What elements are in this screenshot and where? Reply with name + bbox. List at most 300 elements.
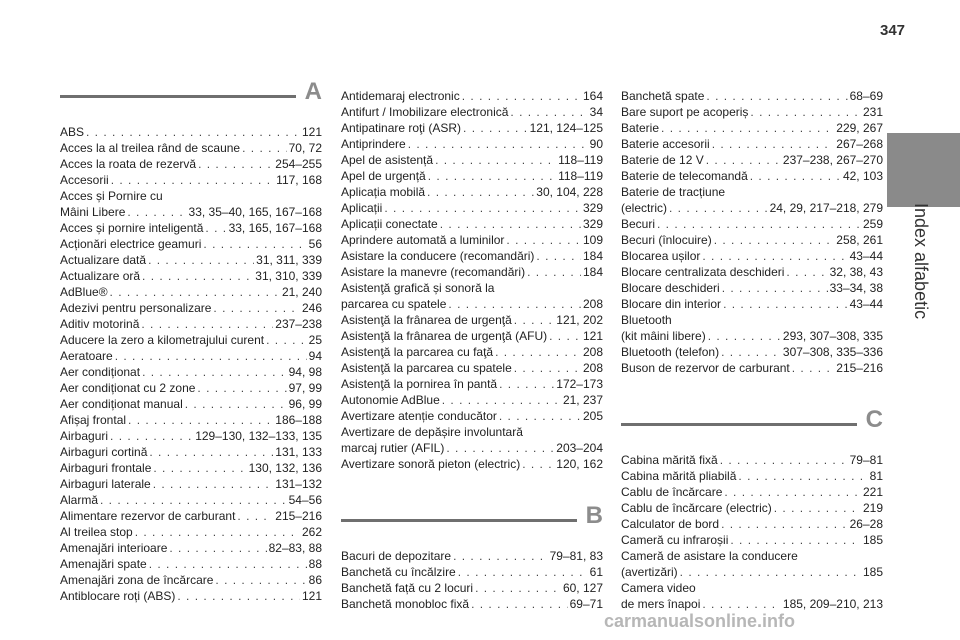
index-column-1 (60, 78, 322, 604)
entry-term: Baterie de tracțiune (621, 185, 726, 199)
entry-pages: 118–119 (558, 153, 603, 167)
index-entry (60, 460, 322, 476)
dot-leader (536, 248, 581, 264)
index-column-3 (621, 88, 883, 612)
index-entry (621, 312, 883, 328)
entry-term: Antidemaraj electronic (341, 89, 460, 103)
dot-leader (706, 152, 781, 168)
index-list-a (60, 124, 322, 604)
watermark: carmanualsonline.info (604, 611, 796, 631)
dot-leader (471, 596, 568, 612)
entry-pages: 121 (301, 589, 322, 603)
index-entry (60, 588, 322, 604)
dot-leader (714, 232, 835, 248)
index-entry (341, 424, 603, 440)
entry-term: Asistenţă la pornirea în pantă (341, 377, 498, 391)
index-entry (341, 456, 603, 472)
entry-term: Apel de urgență (341, 169, 426, 183)
entry-term: Acces și pornire inteligentă (60, 221, 204, 235)
entry-term: Acționări electrice geamuri (60, 237, 202, 251)
index-column-2 (341, 88, 603, 612)
entry-pages: 131–132 (275, 477, 322, 491)
index-entry (60, 524, 322, 540)
entry-pages: 208 (582, 345, 603, 359)
entry-term: Acces la al treilea rând de scaune (60, 141, 241, 155)
index-entry (341, 280, 603, 296)
entry-pages: 21, 240 (281, 285, 322, 299)
entry-pages: 69–71 (569, 597, 603, 611)
dot-leader (463, 120, 528, 136)
entry-term: Amenajări spate (60, 557, 147, 571)
entry-term: Bluetooth (telefon) (621, 345, 720, 359)
dot-leader (384, 200, 581, 216)
entry-pages: 215–216 (275, 509, 322, 523)
entry-pages: 117, 168 (276, 173, 322, 187)
dot-leader (141, 316, 273, 332)
entry-term: Cabina mărită pliabilă (621, 469, 737, 483)
index-entry (341, 264, 603, 280)
index-list-c (621, 452, 883, 612)
dot-leader (427, 184, 534, 200)
dot-leader (148, 252, 254, 268)
entry-term: Blocarea ușilor (621, 249, 701, 263)
index-entry (60, 476, 322, 492)
entry-pages: 121, 124–125 (529, 121, 603, 135)
entry-term: Aer condiționat cu 2 zone (60, 381, 196, 395)
dot-leader (514, 312, 555, 328)
index-entry (341, 408, 603, 424)
entry-term: Baterie de 12 V (621, 153, 704, 167)
entry-term: Bluetooth (621, 313, 672, 327)
entry-pages: 215–216 (836, 361, 883, 375)
dot-leader (198, 156, 273, 172)
dot-leader (722, 280, 828, 296)
entry-pages: 70, 72 (288, 141, 322, 155)
entry-pages: 185 (862, 565, 883, 579)
entry-pages: 184 (582, 265, 603, 279)
entry-term: Apel de asistență (341, 153, 434, 167)
entry-term: parcarea cu spatele (341, 297, 447, 311)
entry-term: Airbaguri cortină (60, 445, 148, 459)
entry-term: Cabina mărită fixă (621, 453, 718, 467)
entry-term: marcaj rutier (AFIL) (341, 441, 445, 455)
entry-pages: 33–34, 38 (829, 281, 883, 295)
dot-leader (100, 492, 287, 508)
entry-term: Baterie accesorii (621, 137, 710, 151)
entry-pages: 121 (301, 125, 322, 139)
entry-pages: 61 (589, 565, 603, 579)
dot-leader (127, 204, 186, 220)
index-entry (621, 296, 883, 312)
index-entry (60, 540, 322, 556)
dot-leader (197, 380, 286, 396)
index-list-b-continued (621, 88, 883, 376)
entry-term: Adezivi pentru personalizare (60, 301, 212, 315)
entry-term: Amenajări interioare (60, 541, 168, 555)
letter-heading-a (60, 78, 322, 122)
entry-pages: 97, 99 (288, 381, 322, 395)
dot-leader (510, 104, 587, 120)
entry-pages: 205 (582, 409, 603, 423)
index-entry (341, 392, 603, 408)
index-entry (341, 548, 603, 564)
index-entry (621, 344, 883, 360)
index-entry (60, 492, 322, 508)
entry-term: (electric) (621, 201, 668, 215)
entry-pages: 129–130, 132–133, 135 (195, 429, 322, 443)
index-entry (621, 280, 883, 296)
dot-leader (110, 284, 280, 300)
dot-leader (721, 344, 781, 360)
entry-term: ABS (60, 125, 85, 139)
index-entry (341, 104, 603, 120)
entry-pages: 246 (301, 301, 322, 315)
index-list-a-continued (341, 88, 603, 472)
dot-leader (499, 408, 581, 424)
dot-leader (442, 392, 561, 408)
dot-leader (266, 332, 307, 348)
entry-pages: 81 (869, 469, 883, 483)
entry-pages: 203–204 (556, 441, 603, 455)
dot-leader (522, 456, 554, 472)
entry-term: Banchetă cu încălzire (341, 565, 456, 579)
entry-term: Antifurt / Imobilizare electronică (341, 105, 509, 119)
dot-leader (724, 484, 861, 500)
entry-pages: 231 (862, 105, 883, 119)
index-entry (341, 376, 603, 392)
entry-term: Aducere la zero a kilometrajului curent (60, 333, 265, 347)
letter-b: B (585, 502, 603, 529)
dot-leader (448, 296, 581, 312)
dot-leader (475, 580, 561, 596)
index-entry (60, 412, 322, 428)
index-entry (60, 236, 322, 252)
index-entry (60, 156, 322, 172)
dot-leader (177, 588, 300, 604)
entry-term: Al treilea stop (60, 525, 133, 539)
entry-pages: 60, 127 (562, 581, 603, 595)
entry-pages: 33, 35–40, 165, 167–168 (188, 205, 322, 219)
dot-leader (111, 172, 274, 188)
index-entry (60, 300, 322, 316)
index-entry (60, 348, 322, 364)
dot-leader (185, 396, 287, 412)
index-entry (341, 152, 603, 168)
index-entry (341, 440, 603, 456)
entry-term: Actualizare oră (60, 269, 141, 283)
dot-leader (792, 360, 835, 376)
dot-leader (149, 444, 273, 460)
index-entry (60, 572, 322, 588)
letter-c: C (865, 406, 883, 433)
index-entry (60, 380, 322, 396)
index-entry (621, 564, 883, 580)
dot-leader (446, 440, 554, 456)
section-label: Index alfabetic (911, 203, 931, 320)
index-entry (621, 596, 883, 612)
dot-leader (750, 104, 861, 120)
index-entry (341, 216, 603, 232)
entry-pages: 229, 267 (836, 121, 883, 135)
entry-term: (kit mâini libere) (621, 329, 706, 343)
entry-pages: 267–268 (836, 137, 883, 151)
index-entry (621, 580, 883, 596)
index-entry (341, 136, 603, 152)
entry-pages: 130, 132, 136 (248, 461, 322, 475)
entry-pages: 307–308, 335–336 (782, 345, 883, 359)
entry-term: Autonomie AdBlue (341, 393, 440, 407)
letter-divider (621, 423, 857, 426)
dot-leader (774, 500, 861, 516)
entry-pages: 186–188 (275, 413, 322, 427)
entry-term: de mers înapoi (621, 597, 701, 611)
index-entry (60, 332, 322, 348)
entry-pages: 118–119 (558, 169, 603, 183)
entry-term: Antiblocare roți (ABS) (60, 589, 176, 603)
letter-divider (341, 519, 577, 522)
index-entry (621, 484, 883, 500)
index-entry (341, 120, 603, 136)
dot-leader (86, 124, 300, 140)
entry-pages: 254–255 (275, 157, 322, 171)
entry-pages: 90 (589, 137, 603, 151)
index-entry (621, 200, 883, 216)
index-entry (341, 580, 603, 596)
index-entry (621, 452, 883, 468)
index-entry (621, 264, 883, 280)
index-entry (60, 172, 322, 188)
index-entry (341, 344, 603, 360)
entry-pages: 219 (862, 501, 883, 515)
entry-term: Alimentare rezervor de carburant (60, 509, 236, 523)
dot-leader (527, 264, 581, 280)
dot-leader (462, 88, 581, 104)
section-tab (887, 133, 960, 207)
entry-pages: 185 (862, 533, 883, 547)
dot-leader (702, 248, 847, 264)
index-entry (60, 428, 322, 444)
letter-divider (60, 95, 296, 98)
entry-term: AdBlue® (60, 285, 108, 299)
entry-pages: 131, 133 (275, 445, 322, 459)
index-entry (341, 88, 603, 104)
entry-pages: 121 (582, 329, 603, 343)
entry-pages: 25 (308, 333, 322, 347)
entry-term: Asistenţă la frânarea de urgenţă (AFU) (341, 329, 548, 343)
index-entry (60, 316, 322, 332)
entry-term: Blocare din interior (621, 297, 722, 311)
entry-term: Buson de rezervor de carburant (621, 361, 790, 375)
entry-term: Airbaguri laterale (60, 477, 151, 491)
entry-pages: 56 (308, 237, 322, 251)
entry-pages: 293, 307–308, 335 (782, 329, 883, 343)
dot-leader (750, 168, 841, 184)
entry-pages: 43–44 (849, 249, 883, 263)
entry-pages: 262 (301, 525, 322, 539)
entry-term: Aer condiționat (60, 365, 141, 379)
dot-leader (435, 152, 556, 168)
index-entry (621, 168, 883, 184)
page-number: 347 (880, 22, 906, 39)
entry-term: Airbaguri (60, 429, 109, 443)
dot-leader (661, 120, 834, 136)
dot-leader (213, 300, 300, 316)
entry-pages: 120, 162 (556, 457, 603, 471)
letter-a: A (304, 78, 322, 105)
index-entry (60, 220, 322, 236)
entry-pages: 43–44 (849, 297, 883, 311)
entry-term: Amenajări zona de încărcare (60, 573, 214, 587)
entry-term: Aplicații (341, 201, 383, 215)
letter-heading-b (341, 502, 603, 546)
dot-leader (153, 460, 246, 476)
entry-pages: 184 (582, 249, 603, 263)
dot-leader (730, 532, 861, 548)
index-entry (60, 140, 322, 156)
index-entry (60, 556, 322, 572)
dot-leader (499, 376, 554, 392)
dot-leader (115, 348, 307, 364)
dot-leader (205, 220, 226, 236)
entry-pages: 185, 209–210, 213 (782, 597, 883, 611)
entry-pages: 259 (862, 217, 883, 231)
entry-pages: 172–173 (556, 377, 603, 391)
dot-leader (723, 296, 848, 312)
entry-term: Avertizare sonoră pieton (electric) (341, 457, 521, 471)
dot-leader (215, 572, 306, 588)
index-entry (341, 360, 603, 376)
dot-leader (142, 268, 253, 284)
entry-term: Banchetă spate (621, 89, 705, 103)
entry-term: Camera video (621, 581, 696, 595)
dot-leader (657, 216, 861, 232)
entry-term: Antipatinare roţi (ASR) (341, 121, 462, 135)
entry-pages: 258, 261 (836, 233, 883, 247)
dot-leader (203, 236, 306, 252)
dot-leader (149, 556, 307, 572)
entry-pages: 79–81 (849, 453, 883, 467)
dot-leader (738, 468, 867, 484)
entry-pages: 208 (582, 297, 603, 311)
entry-pages: 79–81, 83 (549, 549, 603, 563)
index-entry (621, 500, 883, 516)
dot-leader (680, 564, 861, 580)
dot-leader (408, 136, 588, 152)
index-entry (60, 396, 322, 412)
index-entry (621, 516, 883, 532)
entry-pages: 30, 104, 228 (536, 185, 603, 199)
entry-pages: 68–69 (849, 89, 883, 103)
dot-leader (669, 200, 768, 216)
entry-pages: 329 (582, 201, 603, 215)
entry-term: Blocare deschideri (621, 281, 720, 295)
dot-leader (153, 476, 274, 492)
entry-pages: 237–238, 267–270 (782, 153, 883, 167)
entry-pages: 94, 98 (288, 365, 322, 379)
entry-term: Baterie (621, 121, 660, 135)
dot-leader (458, 564, 588, 580)
entry-term: Blocare centralizata deschideri (621, 265, 785, 279)
dot-leader (706, 88, 847, 104)
index-entry (621, 216, 883, 232)
entry-term: Accesorii (60, 173, 109, 187)
index-entry (60, 284, 322, 300)
entry-term: Acces și Pornire cu (60, 189, 163, 203)
entry-term: Bare suport pe acoperiș (621, 105, 749, 119)
index-entry (60, 444, 322, 460)
entry-term: Aditiv motorină (60, 317, 140, 331)
dot-leader (242, 140, 287, 156)
entry-term: Asistenţă grafică și sonoră la (341, 281, 495, 295)
entry-pages: 164 (582, 89, 603, 103)
index-entry (60, 252, 322, 268)
entry-term: Bacuri de depozitare (341, 549, 452, 563)
dot-leader (440, 216, 581, 232)
index-entry (621, 232, 883, 248)
dot-leader (708, 328, 781, 344)
entry-term: Aplicații conectate (341, 217, 438, 231)
index-entry (621, 152, 883, 168)
entry-term: Becuri (înlocuire) (621, 233, 712, 247)
dot-leader (453, 548, 548, 564)
entry-term: Afișaj frontal (60, 413, 127, 427)
entry-term: Banchetă față cu 2 locuri (341, 581, 474, 595)
entry-pages: 329 (582, 217, 603, 231)
entry-pages: 96, 99 (288, 397, 322, 411)
index-list-b (341, 548, 603, 612)
entry-term: Cameră cu infraroșii (621, 533, 729, 547)
index-entry (621, 104, 883, 120)
index-entry (341, 200, 603, 216)
entry-pages: 33, 165, 167–168 (228, 221, 322, 235)
entry-term: Aplicația mobilă (341, 185, 426, 199)
entry-pages: 21, 237 (562, 393, 603, 407)
entry-pages: 26–28 (849, 517, 883, 531)
entry-pages: 86 (308, 573, 322, 587)
entry-pages: 42, 103 (842, 169, 883, 183)
entry-pages: 221 (862, 485, 883, 499)
entry-term: Actualizare dată (60, 253, 147, 267)
index-entry (60, 124, 322, 140)
dot-leader (506, 232, 581, 248)
index-entry (621, 184, 883, 200)
entry-term: Banchetă monobloc fixă (341, 597, 470, 611)
entry-term: Cameră de asistare la conducere (621, 549, 798, 563)
entry-pages: 82–83, 88 (268, 541, 322, 555)
index-entry (341, 596, 603, 612)
dot-leader (786, 264, 827, 280)
index-entry (341, 296, 603, 312)
index-entry (621, 88, 883, 104)
dot-leader (514, 360, 581, 376)
entry-term: Calculator de bord (621, 517, 720, 531)
entry-pages: 88 (308, 557, 322, 571)
entry-pages: 24, 29, 217–218, 279 (769, 201, 883, 215)
index-entry (341, 564, 603, 580)
entry-term: Baterie de telecomandă (621, 169, 748, 183)
entry-pages: 237–238 (275, 317, 322, 331)
dot-leader (135, 524, 300, 540)
entry-term: Becuri (621, 217, 656, 231)
index-entry (60, 508, 322, 524)
entry-pages: 208 (582, 361, 603, 375)
entry-term: Acces la roata de rezervă (60, 157, 197, 171)
entry-term: Aeratoare (60, 349, 113, 363)
index-entry (621, 328, 883, 344)
entry-term: (avertizări) (621, 565, 678, 579)
index-entry (621, 468, 883, 484)
dot-leader (721, 516, 848, 532)
